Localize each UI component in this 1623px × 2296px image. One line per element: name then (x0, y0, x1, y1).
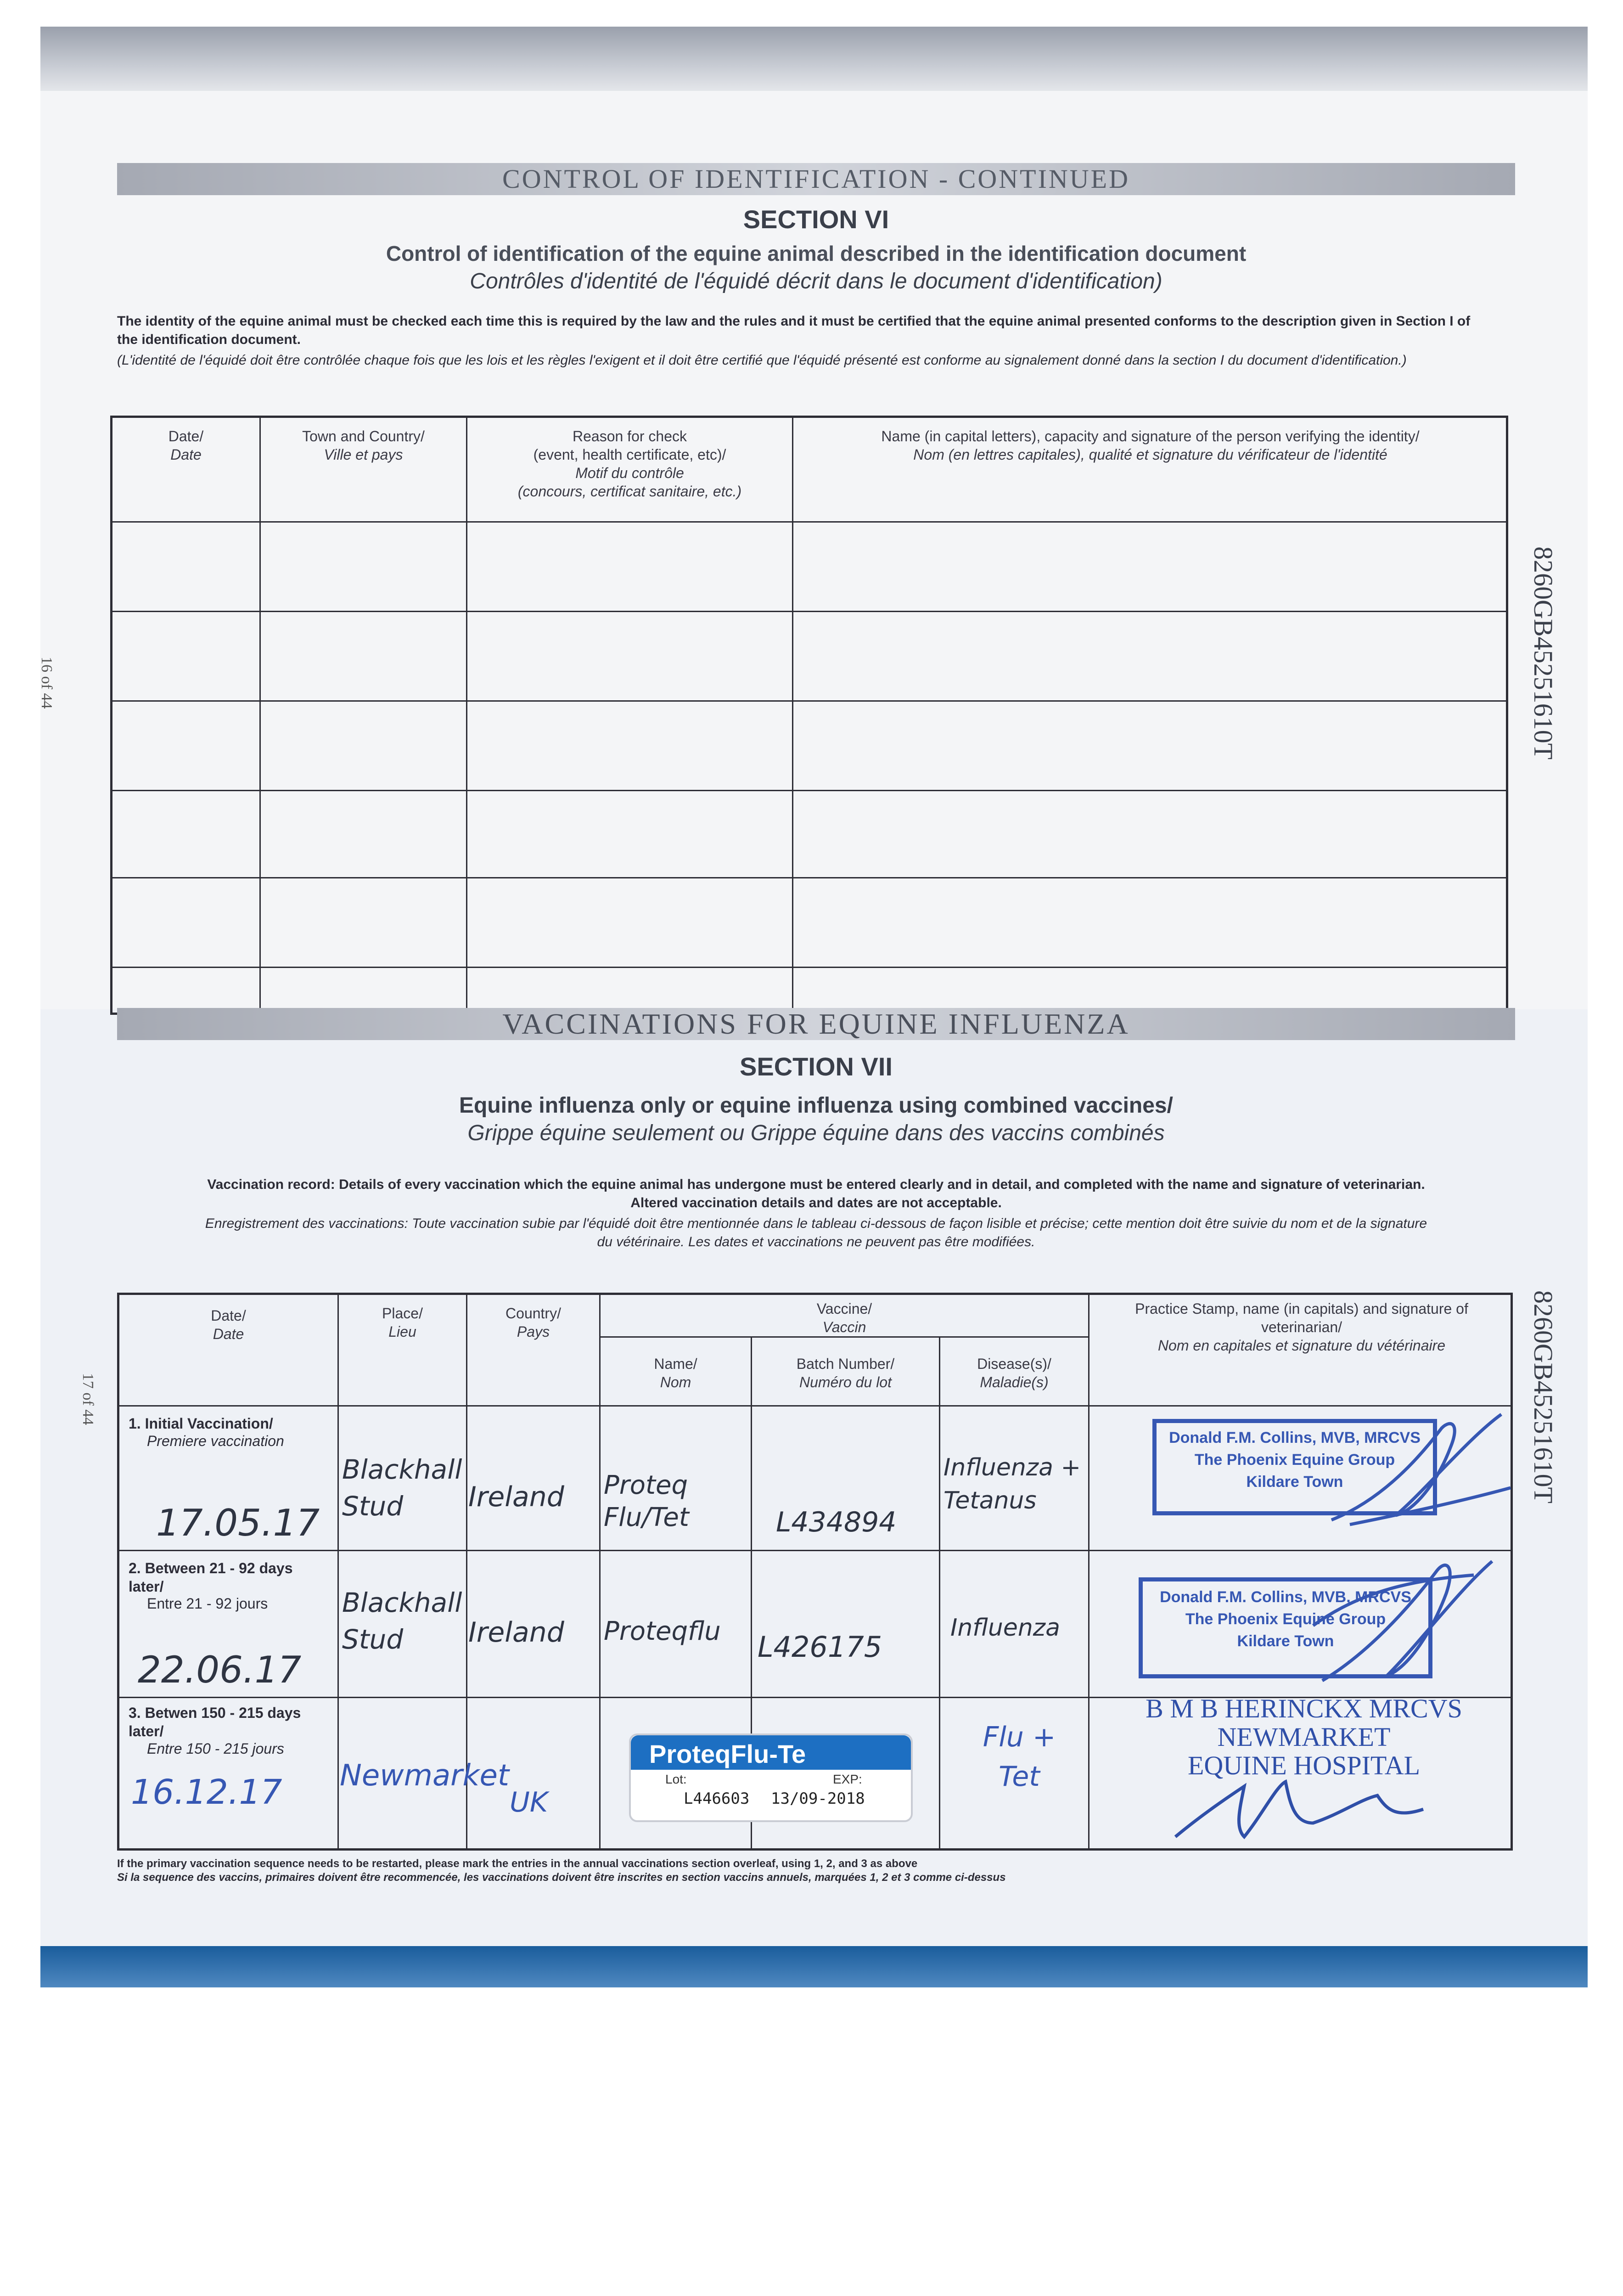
vet-stamp-row2: Donald F.M. Collins, MVB, MRCVS The Phoenix Equine Group Kildare Town (1139, 1577, 1432, 1678)
id-col-town: Town and Country/ Ville et pays (302, 428, 425, 463)
section-vii-heading-fr: Grippe équine seulement ou Grippe équine dans des vaccins combinés (467, 1121, 1165, 1145)
vacc-divider (939, 1336, 940, 1851)
vacc-col-vaccine: Vaccine/ Vaccin (816, 1300, 872, 1335)
vacc-col-place: Place/ Lieu (382, 1305, 423, 1340)
id-table-row-line (110, 967, 1508, 968)
page-number-16: 16 of 44 (38, 657, 55, 709)
vet-signature-row2 (1309, 1552, 1501, 1690)
vet-stamp-row1: Donald F.M. Collins, MVB, MRCVS The Phoenix Equine Group Kildare Town (1152, 1419, 1437, 1515)
identification-table (110, 416, 1508, 1015)
vacc-row3-country: UK (510, 1786, 548, 1818)
vacc-col-stamp: Practice Stamp, name (in capitals) and signature of veterinarian/ Nom en capitales et signature du vétérinaire (1135, 1300, 1468, 1354)
section-vii-banner: VACCINATIONS FOR EQUINE INFLUENZA (117, 1008, 1515, 1040)
horse-id-lower: 8260GB45251610T (1528, 1290, 1558, 1503)
scan-bottom-band (40, 1946, 1588, 1987)
vacc-row2-place: Blackhall Stud (342, 1587, 462, 1655)
vacc-divider (1088, 1293, 1089, 1851)
footer-note-fr: Si la sequence des vaccins, primaires doivent être recommencée, les vaccinations doivent être inscrites en section vaccins annuels, marquées 1, 2 et 3 comme ci-dessus (117, 1871, 1006, 1884)
vacc-row3-disease: Flu + Tet (983, 1721, 1056, 1793)
vacc-divider (337, 1293, 339, 1851)
sticker-brand: ProteqFlu-Te (649, 1739, 806, 1768)
vacc-col-country: Country/ Pays (505, 1305, 561, 1340)
id-table-row-line (110, 521, 1508, 523)
vacc-row2-country: Ireland (468, 1616, 564, 1649)
vacc-row2-label: 2. Between 21 - 92 days later/ (129, 1560, 293, 1595)
section-vii-title: SECTION VII (740, 1052, 893, 1081)
vacc-row1-country: Ireland (468, 1481, 564, 1513)
vacc-row1-label-fr: Premiere vaccination (147, 1433, 284, 1449)
vacc-row2-name: Proteqflu (604, 1616, 721, 1646)
page-number-17: 17 of 44 (79, 1373, 96, 1425)
vet-stamp-row3: B M B HERINCKX MRCVS NEWMARKET EQUINE HOSPITAL (1146, 1694, 1462, 1780)
id-col-date: Date/ Date (168, 428, 204, 463)
section-vi-intro-fr: (L'identité de l'équidé doit être contrôlée chaque fois que les lois et les règles l'exigent et il doit être certifié que l'équidé présenté est conforme au signalement donné dans la section I du document d'identification.) (117, 353, 1407, 368)
id-table-row-line (110, 877, 1508, 878)
vacc-row1-disease: Influenza + Tetanus (943, 1454, 1081, 1514)
id-col-verifier: Name (in capital letters), capacity and signature of the person verifying the identity/ Nom (en lettres capitales), qualité et signature du vérificateur de l'identité (881, 428, 1420, 463)
vacc-row2-batch: L426175 (758, 1630, 882, 1664)
vaccination-record-en2: Altered vaccination details and dates are not acceptable. (630, 1195, 1002, 1210)
vacc-row2-date: 22.06.17 (138, 1649, 302, 1691)
sticker-lot-label: Lot: (665, 1772, 687, 1786)
vacc-row1-date: 17.05.17 (156, 1502, 320, 1544)
sticker-exp: 13/09-2018 (771, 1790, 865, 1808)
id-col-reason: Reason for check (event, health certificate, etc)/ Motif du contrôle (concours, certificat sanitaire, etc.) (517, 428, 742, 500)
section-vi-heading-fr: Contrôles d'identité de l'équidé décrit dans le document d'identification) (470, 269, 1162, 293)
vacc-row1-batch: L434894 (776, 1506, 897, 1538)
horse-id-upper: 8260GB45251610T (1528, 546, 1558, 760)
sticker-lot: L446603 (684, 1790, 750, 1808)
vacc-row3-place: Newmarket (340, 1759, 509, 1793)
section-vi-heading-en: Control of identification of the equine animal described in the identification document (386, 242, 1247, 265)
id-table-row-line (110, 700, 1508, 702)
vet-signature-row1 (1322, 1410, 1515, 1529)
vacc-row2-label-fr: Entre 21 - 92 jours (147, 1595, 268, 1612)
vaccine-sticker (629, 1733, 913, 1822)
vacc-row-line (117, 1550, 1513, 1551)
id-table-row-line (110, 790, 1508, 791)
vacc-row3-label: 3. Betwen 150 - 215 days later/ (129, 1705, 301, 1739)
vacc-col-disease: Disease(s)/ Maladie(s) (977, 1356, 1051, 1390)
sticker-exp-label: EXP: (833, 1772, 862, 1786)
vaccination-record-fr2: du vétérinaire. Les dates et vaccinations ne peuvent pas être modifiées. (597, 1234, 1035, 1249)
section-vi-intro-en: The identity of the equine animal must be checked each time this is required by the law and the rules and it must be certified that the equine animal presented conforms to the description given in Section I of the identification document. (117, 314, 1471, 347)
section-vi-title: SECTION VI (743, 205, 889, 234)
vacc-row1-label: 1. Initial Vaccination/ (129, 1415, 273, 1432)
vet-signature-row3 (1166, 1768, 1451, 1851)
section-vi-banner: CONTROL OF IDENTIFICATION - CONTINUED (117, 163, 1515, 195)
vaccination-record-fr: Enregistrement des vaccinations: Toute vaccination subie par l'équidé doit être mentionnée dans le tableau ci-dessous de façon lisible et précise; cette mention doit être suivie du nom et de la signature (205, 1216, 1427, 1231)
vaccination-record-en: Vaccination record: Details of every vaccination which the equine animal has undergone must be entered clearly and in detail, and completed with the name and signature of veterinarian. (207, 1177, 1425, 1192)
vacc-header-line (599, 1336, 1088, 1338)
id-table-row-line (110, 611, 1508, 612)
vacc-row1-name: Proteq Flu/Tet (604, 1470, 689, 1532)
section-vii-heading-en: Equine influenza only or equine influenza using combined vaccines/ (459, 1093, 1173, 1118)
id-table-divider (792, 416, 793, 1015)
vacc-col-date: Date/ Date (211, 1307, 246, 1342)
id-table-divider (466, 416, 467, 1015)
vacc-row1-place: Blackhall Stud (342, 1454, 462, 1522)
vacc-row3-date: 16.12.17 (131, 1773, 282, 1812)
vacc-col-name: Name/ Nom (654, 1356, 697, 1390)
vacc-row-line (117, 1405, 1513, 1407)
vacc-row2-disease: Influenza (950, 1614, 1060, 1642)
scan-top-band (40, 27, 1588, 91)
id-table-divider (259, 416, 261, 1015)
vacc-row3-label-fr: Entre 150 - 215 jours (147, 1740, 284, 1757)
vacc-col-batch: Batch Number/ Numéro du lot (796, 1356, 895, 1390)
footer-note-en: If the primary vaccination sequence needs to be restarted, please mark the entries in the annual vaccinations section overleaf, using 1, 2, and 3 as above (117, 1857, 918, 1870)
